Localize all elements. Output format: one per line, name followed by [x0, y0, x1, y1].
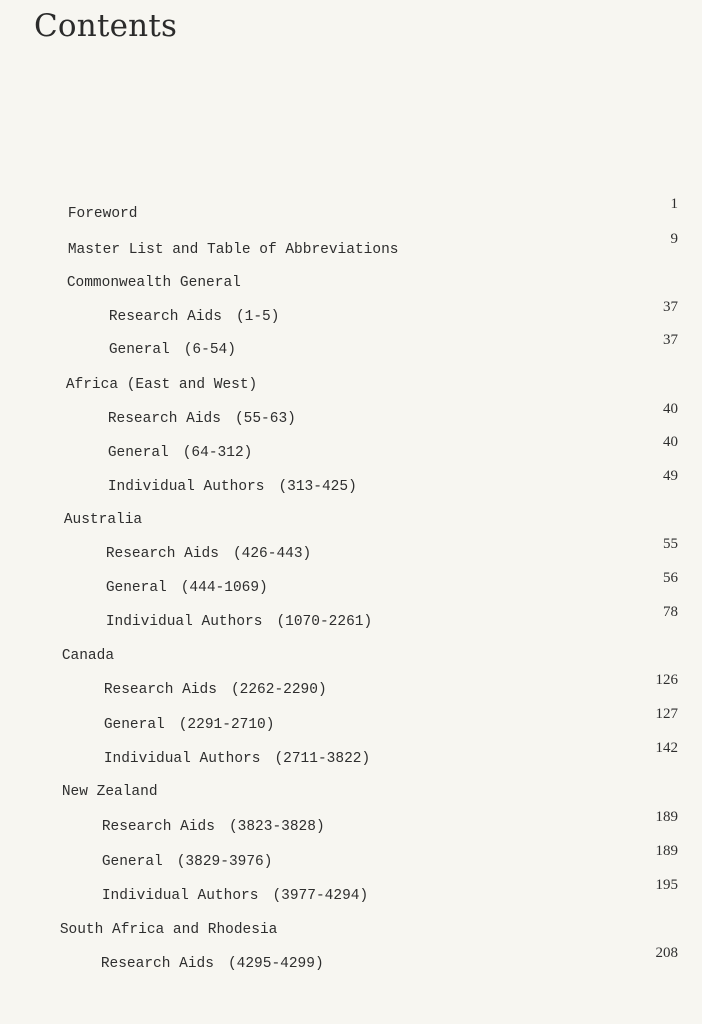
toc-page-number: 40 — [663, 401, 678, 417]
toc-page-number: 189 — [655, 809, 678, 825]
toc-page-number: 1 — [670, 196, 678, 212]
toc-page-number: 37 — [663, 332, 678, 348]
toc-section-label: New Zealand — [61, 784, 158, 800]
toc-entry-label: Research Aids — [105, 546, 219, 562]
toc-entry-label: Research Aids — [101, 819, 215, 835]
toc-section-label: Canada — [61, 648, 115, 664]
toc-page-number: 37 — [663, 299, 678, 315]
toc-entry-range: (3829-3976) — [176, 854, 273, 870]
toc-page-number: 208 — [655, 945, 678, 961]
toc-entry-label: Research Aids — [100, 956, 214, 972]
toc-entry-label: Research Aids — [107, 411, 221, 427]
toc-entry-range: (426-443) — [232, 546, 312, 562]
toc-page-number: 126 — [655, 672, 678, 688]
toc-entry-label: General — [107, 445, 169, 461]
toc-entry-range: (2711-3822) — [274, 751, 371, 767]
toc-page-number: 56 — [663, 570, 678, 586]
toc-page-number: 189 — [655, 843, 678, 859]
toc-page-number: 40 — [663, 434, 678, 450]
toc-entry-label: Research Aids — [108, 309, 222, 325]
toc-section-label: Africa (East and West) — [65, 377, 258, 393]
toc-page-number: 78 — [663, 604, 678, 620]
toc-page-number: 195 — [655, 877, 678, 893]
toc-entry-range: (1-5) — [235, 309, 280, 325]
toc-entry-label: Individual Authors — [101, 888, 259, 904]
toc-entry-range: (55-63) — [234, 411, 296, 427]
toc-entry-label: Research Aids — [103, 682, 217, 698]
toc-entry-range: (64-312) — [182, 445, 253, 461]
toc-entry-research-aids[interactable] — [66, 940, 324, 988]
toc-entry-label: Individual Authors — [107, 479, 265, 495]
toc-entry-label: General — [103, 717, 165, 733]
toc-entry-label: General — [105, 580, 167, 596]
toc-section-label: Commonwealth General — [66, 275, 241, 291]
toc-entry-range: (6-54) — [183, 342, 236, 358]
toc-entry-label: General — [101, 854, 163, 870]
toc-entry-label: Individual Authors — [105, 614, 263, 630]
toc-section-label: Australia — [63, 512, 143, 528]
toc-entry-label: Master List and Table of Abbreviations — [67, 242, 399, 258]
toc-entry-range: (3977-4294) — [272, 888, 369, 904]
toc-entry-range: (2262-2290) — [230, 682, 327, 698]
toc-page-number: 49 — [663, 468, 678, 484]
toc-entry-label: General — [108, 342, 170, 358]
toc-entry-range: (444-1069) — [180, 580, 268, 596]
toc-page-number: 9 — [670, 231, 678, 247]
toc-entry-range: (2291-2710) — [178, 717, 275, 733]
toc-entry-range: (4295-4299) — [227, 956, 324, 972]
toc-section-label: South Africa and Rhodesia — [59, 922, 278, 938]
page-title: Contents — [34, 8, 178, 44]
toc-entry-label: Individual Authors — [103, 751, 261, 767]
toc-page-number: 127 — [655, 706, 678, 722]
toc-entry-range: (313-425) — [278, 479, 357, 495]
toc-entry-range: (1070-2261) — [276, 614, 373, 630]
toc-entry-individual-authors[interactable] — [71, 598, 372, 646]
toc-entry-label: Foreword — [67, 206, 138, 222]
toc-page-number: 142 — [655, 740, 678, 756]
toc-entry-range: (3823-3828) — [228, 819, 325, 835]
toc-page-number: 55 — [663, 536, 678, 552]
